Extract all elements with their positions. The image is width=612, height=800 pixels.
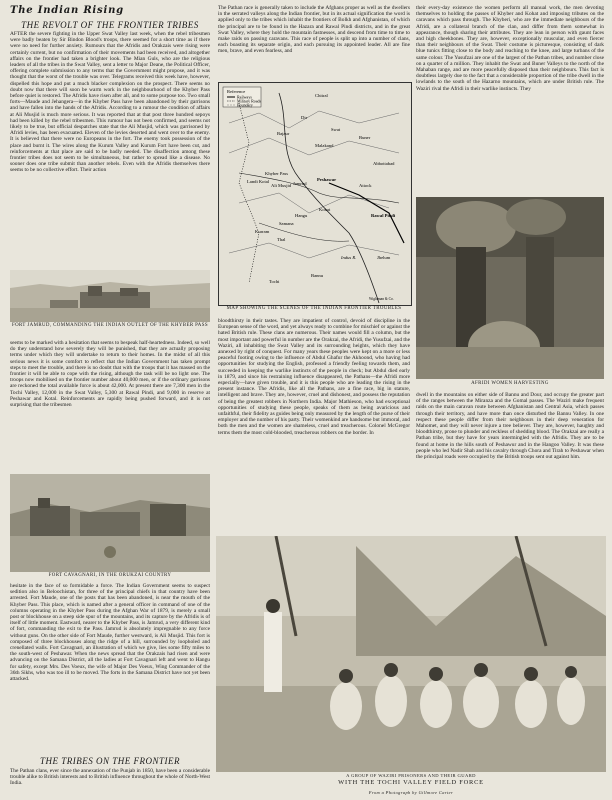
article-text-col1-b: seems to be marked with a hesitation that seems to bespeak half-heartedness. Indeed, so well do they understand how severely they will be punished, that they are actually proposing terms under which they will undertake to return to their homes. In the midst of all this serious news it is some comfort to reflect that the Indian Government has taken prompt steps to meet the trouble, and there is no doubt that with the troops that it has massed on the frontier it will be able to cope with the rising, although the task will be no light one. The troops now mobilised on the frontier number about 40,000 men, or if the ordinary garrisons are reckoned the total available force is about 42,000. At present there are 7,300 men in the Tochi Valley, 12,000 in the Swat Valley, 5,300 at Rawal Pindi, and 9,000 in reserve at Peshawar and Kotal. Reinforcements are rapidly being pushed forward, and it is not surprising that the tribesmen (10, 340, 210, 409)
map-label-jamrud: Jamrud (293, 181, 307, 186)
map-legend-title: Reference (227, 89, 246, 94)
map-label-malakand: Malakand (315, 143, 334, 148)
article-text-col3-b: dwell in the mountains on either side of Bannu and Dour, and occupy the greater part of the ranges between the Miranza and the Gomal passes. The Waziri make frequent raids on the main caravan route between Afghanistan and Central Asia, which passes through their territory, and have more than once disturbed the Bannu Valley. In one respect these people differ from their neighbours in their deep veneration for Mahomet, and they will never injure a tree believer. They are, however, haughty and bloodthirsty, prone to plunder and reckless of shedding blood. The Orakzai are really a Pathan tribe, but they have for years intermingled with the Afridis. They are to be found at home in the hills south of Peshawur and in the Hangoo Valley. It was these people who led Nadir Shah and his cavalry through Chora and Tirah to Peshawar when the principal roads were occupied by the British troops sent out against him. (416, 392, 604, 461)
afridi-women-photo (416, 197, 604, 379)
caption-fort-cavagnari: FORT CAVAGNARI, IN THE ORUKZAI COUNTRY (48, 573, 172, 578)
article-text-col2-a: The Pathan race is generally taken to include the Afghans proper as well as the dwellers in the serrated valleys along the Indian frontier, but in its actual signification the word is applied only to the tribes which inhabit the frontiers of Bolkh and Afghanistan, of which the principal are to be found in the Hazara and Rawal Pindi districts, and in the great Swat Valley, where they hold the mountain fastnesses, and descend from time to time to make raids on passing caravans. This race of people is split up into a number of clans, each boasting its separate origin, and each pursuing its appointed leader. All are fine men, brave, and even fearless, and (218, 5, 410, 55)
section-heading-revolt: THE REVOLT OF THE FRONTIER TRIBES (21, 20, 199, 30)
map-label-tochi: Tochi (269, 279, 280, 284)
fort-jamrud-photo (10, 270, 210, 322)
map-label-ali-musjid: Ali Musjid (271, 183, 292, 188)
frontier-map (218, 82, 412, 306)
map-label-attock: Attock (359, 183, 372, 188)
caption-waziri-small: A GROUP OF WAZIRI PRISONERS AND THEIR GUARD (346, 773, 476, 778)
map-label-samana: Samana (279, 221, 294, 226)
map-label-landi-kotal: Landi Kotal (247, 179, 270, 184)
map-label-khyber-pass: Khyber Pass (265, 171, 289, 176)
waziri-prisoners-photo (216, 536, 606, 772)
masthead: The Indian Rising (10, 5, 124, 16)
map-label-rawal-pindi: Rawal Pindi (371, 213, 396, 218)
fort-cavagnari-photo (10, 474, 210, 572)
caption-fort-jamrud: FORT JAMRUD, COMMANDING THE INDIAN OUTLET OF THE KHYBER PASS (12, 323, 208, 328)
map-label-dir: Dir (301, 115, 308, 120)
map-label-bajaur: Bajaur (277, 131, 290, 136)
map-label-buner: Buner (359, 135, 371, 140)
map-label-jhelum: Jhelum (377, 255, 391, 260)
map-label-indus: Indus R. (341, 255, 357, 260)
article-text-col3-a: their every-day existence the women perform all manual work, the men devoting themselves to holding the passes of Khyber and Kohat and imposing tributes on the caravans which pass through. The Khyberi, who are the immediate neighbours of the Afridi, are a collateral branch of the clan, and differ from them somewhat in appearance, though sharing their attributes. They are lean in person with gaunt faces and high cheekbones. They are, however, exceptionally muscular, and even fiercer than their neighbours of the Swat. Their costume is picturesque, consisting of dark blue tunics fitting close to the body and reaching to the knee, and large turbans of the same colour. The Yusufzai are one of the largest of the Pathan tribes, and number close on a quarter of a million. They inhabit the Swat and Buner Valleys to the north of the Mahaban range, and are more peacefully disposed than their neighbours. This fact is doubtless largely due to the fact that a considerable proportion of the tribe dwell in the lowlands to the south of the Hazarno mountains, which are under British rule. The Waziri rival the Afridi in their warlike instincts. They (416, 5, 604, 92)
photo-credit: From a Photograph by Gillmore Carter (368, 790, 454, 795)
map-label-bannu: Bannu (311, 273, 323, 278)
article-text-col1-a: AFTER the severe fighting in the Upper Swat Valley last week, when the rebel tribesmen were badly beaten by Sir Bindon Blood's troops, there seemed for a short time as if there were no need for further anxiety. Rumours that the Afridis and Orakzais were rising were certainly current, but no confirmation of their movements had been received, and altogether affairs on the frontier had taken a brighter look. The Mian Guls, who are the religious leaders of all the tribes in the Swat Valley, sent a letter to Major Deane, the Political Officer, offering complete submission to any terms that the Government might propose, and it was thought that the worst of the trouble was over. Telegrams received this week have, however, dispelled this hope and put a much blacker complexion on the prospect. There seems no doubt now that there will soon be warm work in the neighbourhood of the Khyber Pass before quiet is restored. The Afridis have risen after all, and to some purpose too. Two small forts—Maude and Jehangera—in the Khyber Pass have been abandoned by their garrisons and have fallen into the hands of the Afridis. According to a rumour the condition of affairs at Ali Musjid is much more serious. It was reported that at that post three hundred sepoys had been killed by the rebel tribesmen. This rumour has not been confirmed, and seems not likely to be true, but official despatches state that the Ali Musjid, which was garrisoned by Afridi levies, has been evacuated. Eleven of the levies deserted and went over to the enemy. It is believed that there were no Europeans in the fort. The enemy took possession of the place and burnt it. The wires along the Kurum Valley and Kurum Fort have been cut, and reinforcements at that place are said to be badly needed. The disaffection among these frontier tribes does not seem to be simultaneous, but rather to spread like a disease. No sooner does one tribe submit than another rebels. Even with the Afridis themselves there seems to be no collective effort. Their action (10, 31, 210, 174)
map-legend-boundary: Boundary (237, 102, 253, 108)
map-label-kohat: Kohat (319, 207, 331, 212)
article-text-col1-c: hesitate in the face of so formidable a force. The Indian Government seems to suspect sedition also in Beloochistan, for three of the principal chiefs in that country have been arrested. Fort Maude, one of the posts that has been abandoned, is near the mouth of the Khyber Pass. This place, which is named after a general officer in command of one of the columns operating in the Khyber Pass during the Afghan War of 1879, is merely a small post or blockhouse on a steep side spur of the mountains, and its capture by the Afridis is of itself of little moment. Eastward, nearer to the Khyber Pass, is Jamrud, a very different kind of fort, commanding the exit to the Pass. Jamrud is absolutely impregnable to any force without guns. On the other side of Fort Maude, further westward, is Ali Musjid. This fort is composed of three blockhouses along the ridge of a hill, surrounded by loopholed and crenellated walls. Fort Cavagnari, an illustration of which we give, lies some fifty miles to the south-west of Peshawar. When the news spread that the Orakzais had risen and were advancing on the Samana District, all the ladies at Fort Cavagnari left and went to Hangu for safety, except Mrs. Des Voeux, the wife of Major Des Voeux, Wing Commander of the 36th Sikhs, who was too ill to be moved. The forts in the Samana District have not yet been attacked. (10, 583, 210, 683)
map-label-thal: Thal (277, 237, 286, 242)
caption-waziri-large: WITH THE TOCHI VALLEY FIELD FORCE (338, 779, 484, 786)
map-label-kurram: Kurram (255, 229, 270, 234)
article-text-col1-d: The Pathan clans, ever since the annexation of the Punjab in 1850, have been a considerable trouble alike to British interests and to British influence throughout the whole of North-West India. (10, 768, 210, 787)
map-label-swat: Swat (331, 127, 341, 132)
map-engraver: Wightman & Co. (369, 297, 394, 301)
map-label-peshawar: Peshawar (317, 177, 337, 182)
caption-afridi-women: AFRIDI WOMEN HARVESTING (471, 381, 549, 386)
map-label-abbottabad: Abbottabad (373, 161, 395, 166)
map-label-hangu: Hangu (295, 213, 308, 218)
article-text-col2-b: bloodthirsty in their tastes. They are impatient of control, devoid of discipline in the European sense of the word, and yet always ready to combine for mischief or against the hated British rule. These clans are numerous. Their names would fill a column, but the most important and powerful in number are the Orakzai, the Afridi, the Yusufzai, and the Waziri, all inhabiting the Swat Valley and its surrounding heights, which they have annexed by right of conquest. For many years these peoples were kept on a more or less peaceful footing owing to the influence of Abdul Ghafur the Akhoond, who having had opportunities for studying the English, professed a friendly feeling towards them, and succeeded in keeping the warlike instincts of the people in check; but Abdul died early in 1879, and since his restraining influence disappeared, the Pathans—the Afridi more especially—have given trouble, and it is this people who are leading the rising in the present instance. The Afridis, like all the Pathans, are a fine race, big in stature, intelligent and brave. They are, however, cruel and dishonest, and possess the reputation of being the greatest robbers in Northern India. Major Mathieson, who had exceptional opportunities of studying these people, speaks of them as being avaricious and unfaithful, their fidelity as guides being only measured by the length of the purse of their employer and the number of his party. Their womenkind are handsome but immoral, and both the men and the women are shameless, cruel and treacherous. Colonel McGregor terms them the most cold-blooded, treacherous robbers on the border. In (218, 318, 410, 436)
map-label-chitral: Chitral (315, 93, 328, 98)
map-legend-roads: Military Roads (237, 98, 262, 104)
section-heading-tribes: THE TRIBES ON THE FRONTIER (40, 756, 180, 766)
map-legend-railways: Railways (237, 94, 252, 100)
caption-map: MAP SHOWING THE SCENES OF THE INDIAN FRONTIER TROUBLES (226, 306, 402, 311)
